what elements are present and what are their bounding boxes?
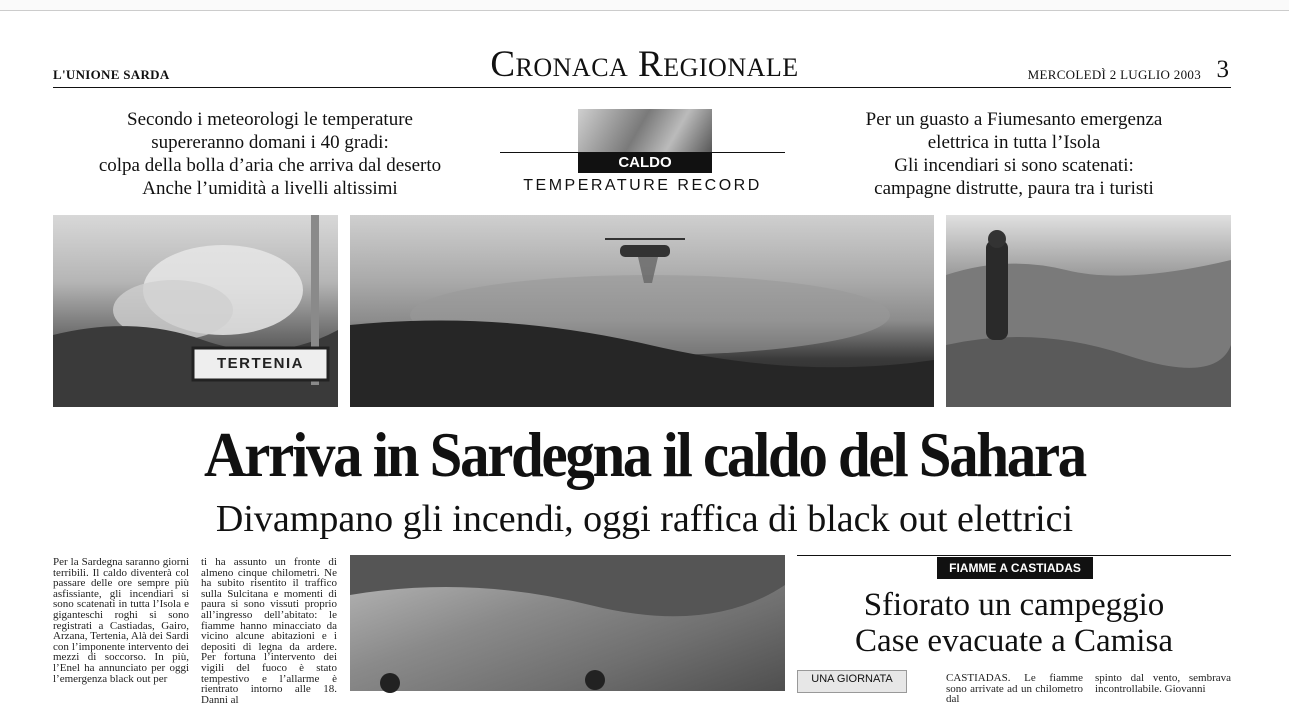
teaser-left-line: colpa della bolla d’aria che arriva dal deserto	[98, 155, 442, 176]
tertenia-sign-text: TERTENIA	[217, 355, 304, 372]
photo-burned-field	[350, 555, 785, 691]
main-headline: Arriva in Sardegna il caldo del Sahara	[204, 419, 1085, 490]
side-box-tag: FIAMME A CASTIADAS	[937, 557, 1093, 579]
caldo-subtitle: TEMPERATURE RECORD	[523, 177, 762, 194]
page-number: 3	[1216, 56, 1229, 83]
teaser-right	[795, 108, 1233, 200]
giornata-label: UNA GIORNATA	[797, 670, 907, 693]
photo-helicopter-fire	[350, 215, 934, 407]
photo-tertenia-smoke	[53, 215, 338, 407]
teaser-right-line: elettrica in tutta l’Isola	[927, 132, 1101, 153]
main-subhead: Divampano gli incendi, oggi raffica di black out elettrici	[215, 498, 1074, 540]
caldo-photo	[578, 109, 712, 154]
side-column-1: CASTIADAS. Le fiamme sono arrivate ad un chilometro dal	[946, 672, 1083, 706]
caldo-box	[500, 108, 785, 198]
side-title-line2: Case evacuate a Camisa	[855, 623, 1173, 659]
side-box-rule	[797, 555, 1231, 556]
teaser-left	[50, 108, 490, 200]
teaser-left-line: Anche l’umidità a livelli altissimi	[142, 178, 398, 199]
side-column-2: spinto dal vento, sembrava incontrollabile. Giovanni	[1095, 672, 1231, 695]
teaser-left-line: supereranno domani i 40 gradi:	[151, 132, 389, 153]
teaser-left-line: Secondo i meteorologi le temperature	[127, 109, 413, 130]
article-column-2: ti ha assunto un fronte di almeno cinque chilometri. Ne ha subito risentito il traffico sulla Sulcitana e momenti di paura si sono vissuti proprio all’ingresso dell’abitato: le fiamme hanno minacciato da vicino alcune abitazioni e i depositi di legna da ardere. Per fortuna l’intervento dei vigili del fuoco è stato tempestivo e l’allarme è rientrato intorno alle 18. Danni al	[201, 556, 337, 706]
side-title-line1: Sfiorato un campeggio	[863, 587, 1165, 623]
article-column-1: Per la Sardegna saranno giorni terribili. Il caldo diventerà col passare delle ore sempre più asfissiante, gli incendiari si sono scatenati in tutta l’Isola e giganteschi roghi si sono registrati a Castiadas, Gairo, Arzana, Tertenia, Alà dei Sardi con l’imponente intervento dei mezzi di soccorso. In più, l’Enel ha annunciato per oggi l’emergenza black out per	[53, 556, 189, 685]
masthead-rule	[53, 87, 1231, 88]
paper-name: L'UNIONE SARDA	[53, 67, 170, 82]
section-title: Cronaca Regionale	[490, 44, 799, 85]
teaser-right-line: Gli incendiari si sono scatenati:	[894, 155, 1134, 176]
teaser-right-line: Per un guasto a Fiumesanto emergenza	[865, 109, 1163, 130]
caldo-tag: CALDO	[578, 153, 712, 173]
photo-firefighter	[946, 215, 1231, 407]
teaser-right-line: campagne distrutte, paura tra i turisti	[874, 178, 1154, 199]
browser-top-strip	[0, 0, 1289, 11]
issue-date: MERCOLEDÌ 2 LUGLIO 2003	[1027, 67, 1201, 82]
